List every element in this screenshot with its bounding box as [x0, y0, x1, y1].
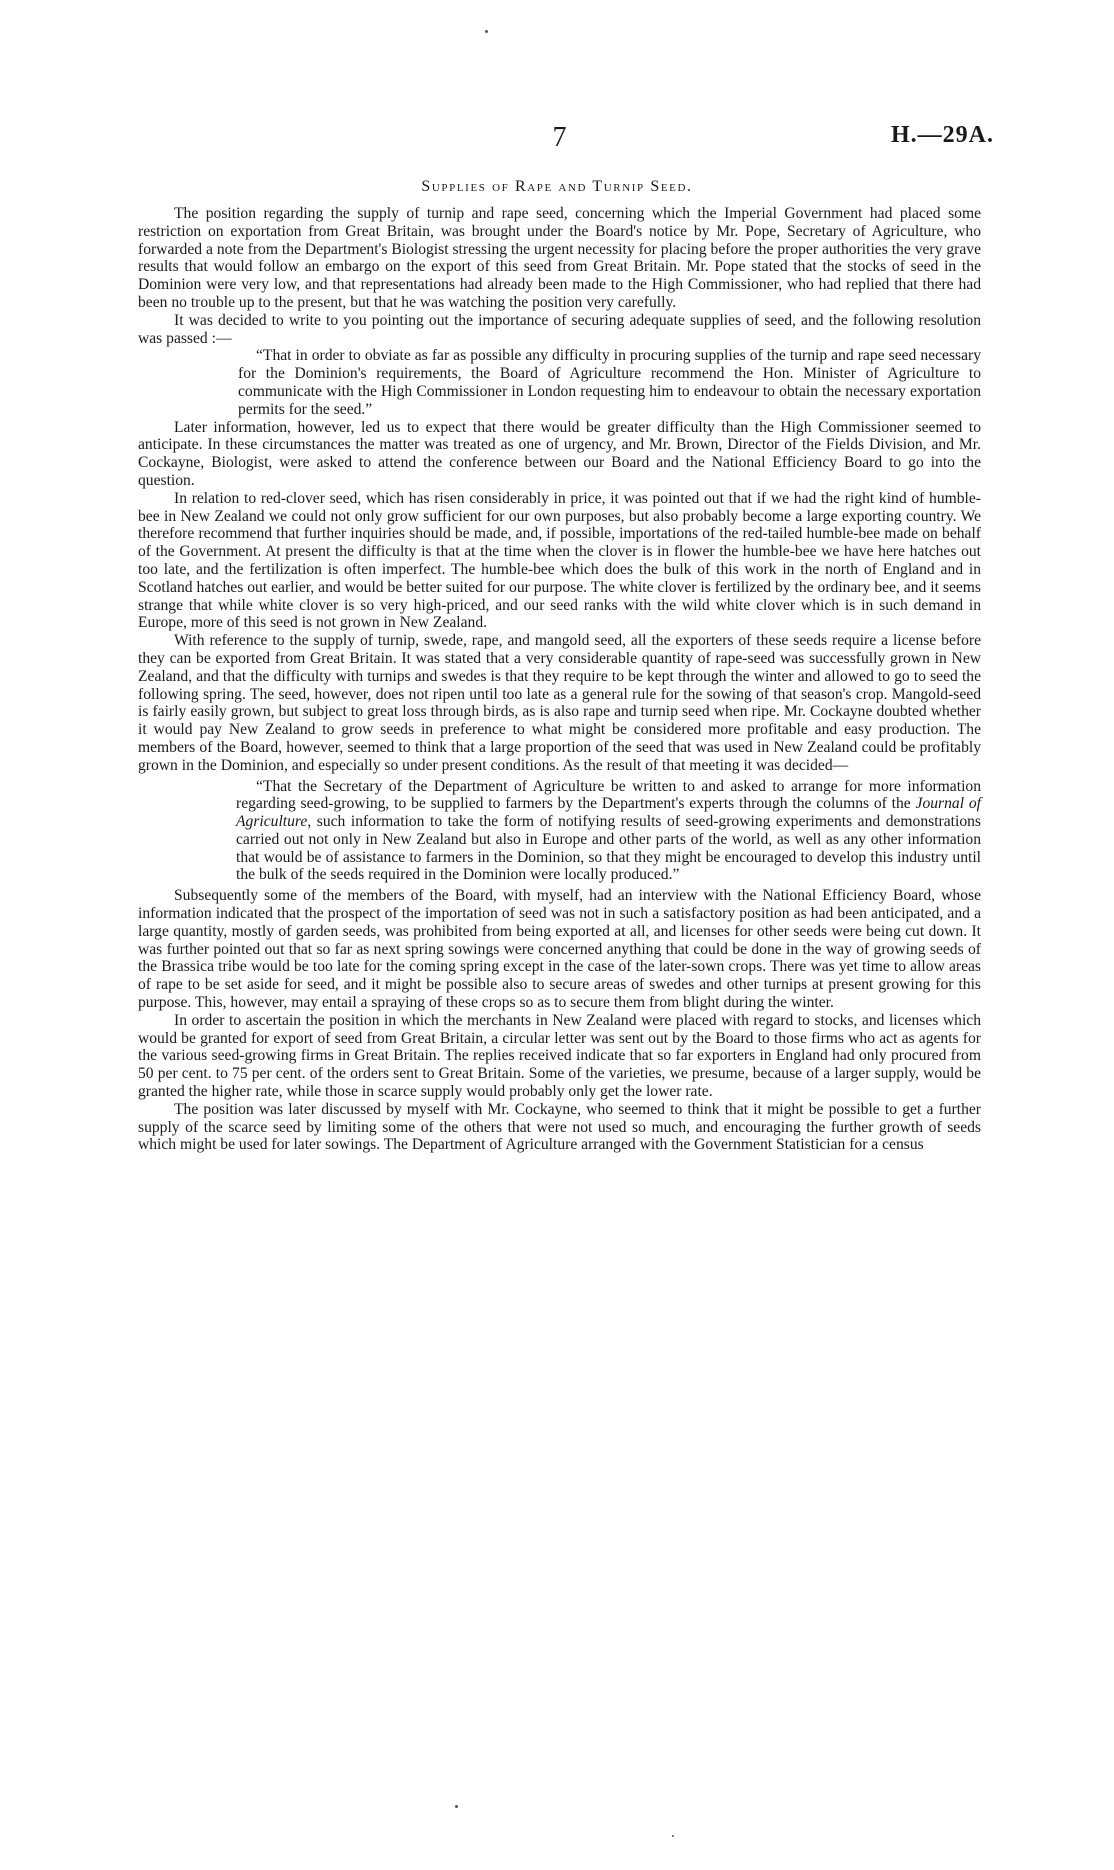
page-number: 7	[552, 122, 568, 153]
quote-text: “That the Secretary of the Department of Agriculture be written to and asked to arrange for more information regarding seed-growing, to be supplied to farmers by the Department's experts through the columns of the	[236, 777, 981, 813]
paragraph: The position regarding the supply of turnip and rape seed, concerning which the Imperial Government had placed some restriction on exportation from Great Britain, was brought under the Board's notice by Mr. Pope, Secretary of Agriculture, who forwarded a note from the Department's Biologist stressing the urgent necessity for placing before the proper authorities the very grave results that would follow an embargo on the export of this seed from Great Britain. Mr. Pope stated that the stocks of seed in the Dominion were very low, and that representations had already been made to the High Commissioner, who had replied that there had been no trouble up to the present, but that he was watching the position very carefully.	[138, 205, 981, 311]
quote-text: , such information to take the form of notifying results of seed-growing experiments and demonstrations carried out not only in New Zealand but also in Europe and other parts of the world, as well as any other information that would be of assistance to farmers in the Dominion, so that they might be encouraged to develop this industry until the bulk of the seeds required in the Dominion were locally produced.”	[236, 813, 981, 884]
scan-speck	[672, 1835, 674, 1837]
paragraph: In order to ascertain the position in which the merchants in New Zealand were placed with regard to stocks, and licenses which would be granted for export of seed from Great Britain, a circular letter was sent out by the Board to those firms who act as agents for the various seed-growing firms in Great Britain. The replies received indicate that so far exporters in England had only procured from 50 per cent. to 75 per cent. of the orders sent to Great Britain. Some of the varieties, we presume, because of a larger supply, would be granted the higher rate, while those in scarce supply would probably only get the lower rate.	[138, 1011, 981, 1101]
paragraph: In relation to red-clover seed, which has risen considerably in price, it was pointed out that if we had the right kind of humble-bee in New Zealand we could not only grow sufficient for our own purposes, but also probably become a large exporting country. We therefore recommend that further inquiries should be made, and, if possible, importations of the red-tailed humble-bee made on behalf of the Government. At present the difficulty is that at the time when the clover is in flower the humble-bee we have here hatches out too late, and the fertilization is often imperfect. The humble-bee which does the bulk of this work in the north of England and in Scotland hatches out earlier, and would be better suited for our purpose. The white clover is fertilized by the ordinary bee, and it seems strange that while white clover is so very high-priced, and our seed ranks with the wild white clover which is in such demand in Europe, more of this seed is not grown in New Zealand.	[138, 489, 981, 632]
resolution-quote: “That in order to obviate as far as possible any difficulty in procuring supplies of the turnip and rape seed necessary for the Dominion's requirements, the Board of Agriculture recommend the Hon. Minister of Agriculture to communicate with the High Commissioner in London requesting him to endeavour to obtain the necessary exportation permits for the seed.”	[238, 347, 981, 418]
paragraph: The position was later discussed by myself with Mr. Cockayne, who seemed to think that it might be possible to get a further supply of the scarce seed by limiting some of the others that were not used so much, and encouraging the further growth of seeds which might be used for later sowings. The Department of Agriculture arranged with the Government Statistician for a census	[138, 1100, 981, 1154]
paragraph: With reference to the supply of turnip, swede, rape, and mangold seed, all the exporters of these seeds require a license before they can be exported from Great Britain. It was stated that a very considerable quantity of rape-seed was successfully grown in New Zealand, and that the difficulty with turnips and swedes is that they require to be kept through the winter and allowed to go to seed the following spring. The seed, however, does not ripen until too late as a general rule for the sowing of that season's crop. Mangold-seed is fairly easily grown, but subject to great loss through birds, as is also rape and turnip seed when ripe. Mr. Cockayne doubted whether it would pay New Zealand to grow seeds in preference to what might be considered more profitable and easy production. The members of the Board, however, seemed to think that a large proportion of the seed that was used in New Zealand could be profitably grown in the Dominion, and especially so under present conditions. As the result of that meeting it was decided—	[138, 632, 981, 774]
paragraph: Later information, however, led us to expect that there would be greater difficulty than the High Commissioner seemed to anticipate. In these circumstances the matter was treated as one of urgency, and Mr. Brown, Director of the Fields Division, and Mr. Cockayne, Biologist, were asked to attend the conference between our Board and the National Efficiency Board to go into the question.	[138, 418, 981, 489]
journal-title: Journal of Agriculture	[236, 795, 981, 831]
document-reference: H.—29A.	[891, 122, 994, 148]
scan-speck	[455, 1805, 458, 1808]
paragraph: Subsequently some of the members of the Board, with myself, had an interview with the National Efficiency Board, whose information indicated that the prospect of the importation of seed was not in such a satisfactory position as had been anticipated, and a large quantity, mostly of garden seeds, was prohibited from being exported at all, and licenses for other seeds were being cut down. It was further pointed out that so far as next spring sowings were concerned anything that could be done in the way of growing seeds of the Brassica tribe would be too late for the coming spring except in the case of the later-sown crops. There was yet time to allow areas of rape to be set aside for seed, and it might be possible also to secure areas of swedes and other turnips at present growing for this purpose. This, however, may entail a spraying of these crops so as to secure them from blight during the winter.	[138, 887, 981, 1012]
paragraph: It was decided to write to you pointing out the importance of securing adequate supplies of seed, and the following resolution was passed :—	[138, 311, 981, 347]
document-body	[138, 205, 981, 1154]
resolution-quote	[236, 778, 981, 885]
scan-speck	[485, 30, 488, 33]
section-heading: Supplies of Rape and Turnip Seed.	[421, 178, 693, 195]
